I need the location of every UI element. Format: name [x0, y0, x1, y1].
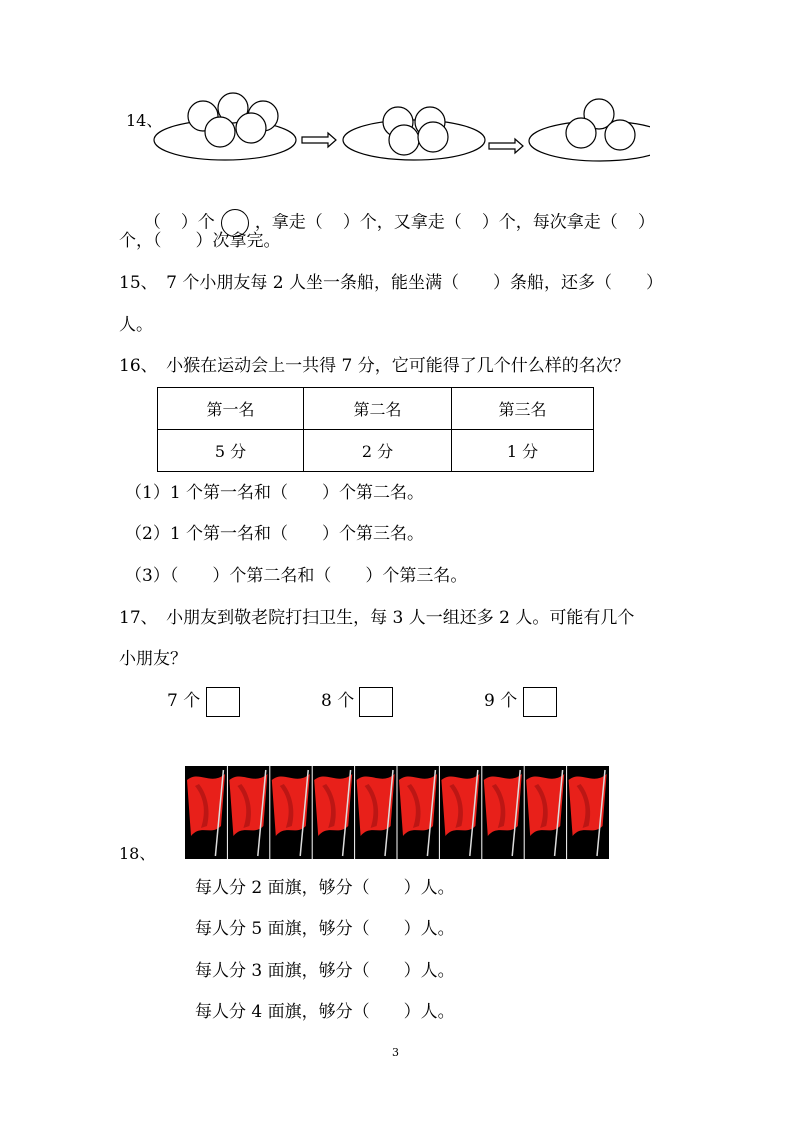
table-header-cell: 第一名	[158, 388, 304, 430]
question-14-line-2: 个，（ ）次拿完。	[119, 231, 281, 251]
q14-text-each: ）个，每次拿走（	[481, 212, 618, 233]
red-flag-icon	[187, 770, 225, 856]
table-header-cell: 第二名	[304, 388, 452, 430]
table-cell: 2 分	[304, 430, 452, 472]
flags-svg	[185, 766, 609, 859]
red-flag-icon	[397, 766, 437, 859]
q14-open-paren: （	[143, 212, 161, 233]
question-18-line-3: 每人分 3 面旗，够分（ ）人。	[195, 961, 455, 981]
red-flag-icon	[312, 766, 352, 859]
arrow-right-1	[302, 133, 336, 147]
question-18-number: 18、	[119, 844, 156, 863]
table-row	[158, 430, 594, 472]
question-16-line-1: 16、 小猴在运动会上一共得 7 分，它可能得了几个什么样的名次？	[119, 356, 630, 376]
question-14-number: 14、	[126, 111, 163, 130]
question-17-line-1: 17、 小朋友到敬老院打扫卫生，每 3 人一组还多 2 人。可能有几个	[119, 608, 635, 628]
table-cell: 1 分	[452, 430, 594, 472]
answer-box-9[interactable]	[523, 687, 557, 717]
question-15-line-1: 15、 7 个小朋友每 2 人坐一条船，能坐满（ ）条船，还多（ ）	[119, 273, 663, 293]
page-number: 3	[392, 1046, 399, 1059]
table-cell: 5 分	[158, 430, 304, 472]
ranking-points-table	[157, 387, 594, 472]
question-18-line-4: 每人分 4 面旗，够分（ ）人。	[195, 1002, 455, 1022]
answer-box-8[interactable]	[359, 687, 393, 717]
red-flag-icon	[567, 766, 607, 859]
red-flag-icon	[355, 766, 395, 859]
question-16-sub-3: （3）（ ）个第二名和（ ）个第三名。	[125, 566, 468, 586]
option-9-label: 9 个	[484, 691, 518, 711]
red-flag-icon	[482, 766, 522, 859]
question-16-sub-2: （2）1 个第一名和（ ）个第三名。	[125, 524, 425, 544]
answer-box-7[interactable]	[206, 687, 240, 717]
q14-text-take-again: ）个，又拿走（	[342, 212, 462, 233]
q14-close-paren: ）	[637, 212, 655, 233]
question-15-line-2: 人。	[119, 315, 153, 335]
arrow-right-2	[489, 139, 523, 153]
question-16-sub-1: （1）1 个第一名和（ ）个第二名。	[125, 483, 425, 503]
egg-plates-illustration	[150, 88, 650, 168]
red-flag-icon	[270, 766, 310, 859]
q14-text-take: ，拿走（	[254, 212, 323, 233]
red-flag-icon	[524, 766, 564, 859]
red-flag-icon	[439, 766, 479, 859]
question-18-line-1: 每人分 2 面旗，够分（ ）人。	[195, 878, 455, 898]
q14-text-count: ）个	[180, 212, 215, 233]
red-flag-icon	[227, 766, 267, 859]
table-header-cell: 第三名	[452, 388, 594, 430]
option-8-label: 8 个	[321, 691, 355, 711]
red-flags-image	[185, 766, 609, 859]
question-17-line-2: 小朋友？	[119, 649, 187, 669]
option-7-label: 7 个	[167, 691, 201, 711]
table-header-row	[158, 388, 594, 430]
question-18-line-2: 每人分 5 面旗，够分（ ）人。	[195, 919, 455, 939]
